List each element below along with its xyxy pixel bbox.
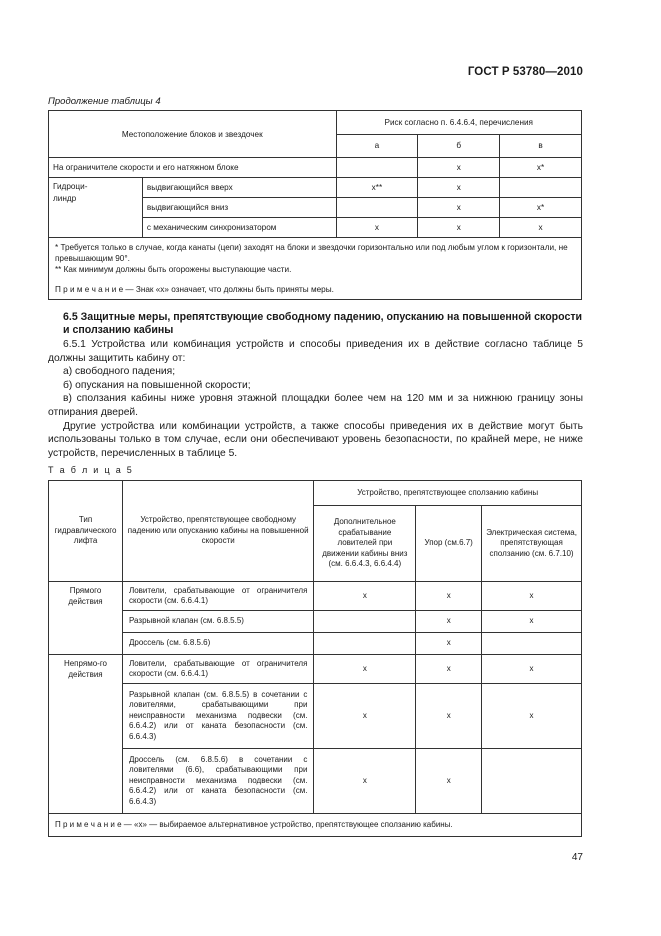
table4-footnote-1: * Требуется только в случае, когда канаты (цепи) заходят на блоки и звездочки горизонтально или под любым углом к горизонтали, не превышающим 90°. (55, 243, 568, 263)
table4-location: выдвигающийся вверх (142, 178, 336, 198)
table5-col-catchers: Дополнительное срабатывание ловителей при движении кабины вниз (см. 6.6.4.3, 6.6.4.4) (314, 506, 416, 582)
table-4 (48, 110, 582, 300)
table5-cell: x (482, 684, 582, 749)
standard-number: ГОСТ Р 53780—2010 (467, 66, 583, 78)
note-label: П р и м е ч а н и е (55, 285, 124, 294)
table5-cell: x (416, 633, 482, 655)
table5-group-indirect: Непрямо-го действия (49, 655, 123, 814)
list-item: в) сползания кабины ниже уровня этажной площадки более чем на 120 мм и за нижнюю границу зоны отпирания дверей. (48, 393, 583, 418)
table4-location: На ограничителе скорости и его натяжном блоке (49, 158, 337, 178)
paragraph: 6.5.1 Устройства или комбинация устройств и способы приведения их в действие согласно таблице 5 должны защитить кабину от: (48, 339, 583, 364)
table4-sub-v: в (500, 134, 582, 158)
table5-device: Дроссель (см. 6.8.5.6) (122, 633, 313, 655)
table-row (49, 655, 582, 684)
table4-cell (336, 158, 418, 178)
table5-device: Разрывной клапан (см. 6.8.5.5) (122, 611, 313, 633)
table4-cell: x (418, 178, 500, 198)
table5-group-direct: Прямого действия (49, 582, 123, 655)
table5-creep-header: Устройство, препятствующее сползанию кабины (314, 481, 582, 506)
table4-cell: x* (500, 198, 582, 218)
table5-cell: x (416, 749, 482, 814)
table5-col-stop: Упор (см.6.7) (416, 506, 482, 582)
table4-footnotes (49, 238, 582, 300)
table5-device: Ловители, срабатывающие от ограничителя скорости (см. 6.6.4.1) (122, 582, 313, 611)
table5-cell: x (416, 582, 482, 611)
table4-sub-b: б (418, 134, 500, 158)
table5-device: Ловители, срабатывающие от ограничителя скорости (см. 6.6.4.1) (122, 655, 313, 684)
table5-device: Разрывной клапан (см. 6.8.5.5) в сочетании с ловителями, срабатывающими при неисправности механизма подвески (см. 6.6.4.2) или от каната безопасности (см. 6.6.4.3) (122, 684, 313, 749)
table5-cell: x (314, 684, 416, 749)
table5-cell: x (482, 611, 582, 633)
paragraph: Другие устройства или комбинации устройств, а также способы приведения их в действие могут быть использованы только в том случае, если они обеспечивают уровень безопасности, по крайней мере, не ниже устройств, перечисленных в таблице 5. (48, 420, 583, 459)
table5-cell: x (416, 655, 482, 684)
list-item: б) опускания на повышенной скорости; (63, 379, 251, 391)
table4-risk-header: Риск согласно п. 6.4.6.4, перечисления (336, 111, 582, 135)
page-number: 47 (571, 852, 583, 863)
table4-cell (500, 178, 582, 198)
table5-note (49, 814, 582, 837)
table4-continuation-label: Продолжение таблицы 4 (48, 96, 161, 107)
table4-cell: x (500, 218, 582, 238)
table4-cell: x (336, 218, 418, 238)
table4-location: с механическим синхронизатором (142, 218, 336, 238)
table5-cell: x (314, 582, 416, 611)
table-row (49, 582, 582, 611)
table5-type-header: Тип гидравлического лифта (49, 481, 123, 582)
table5-cell (482, 749, 582, 814)
table5-cell (314, 611, 416, 633)
table4-note (55, 284, 575, 295)
table5-cell: x (416, 684, 482, 749)
table5-cell: x (416, 611, 482, 633)
table5-cell: x (482, 655, 582, 684)
table5-cell (482, 633, 582, 655)
table-5 (48, 480, 582, 837)
table-row (49, 749, 582, 814)
table4-cell: x* (500, 158, 582, 178)
table4-location-header: Местоположение блоков и звездочек (49, 111, 337, 158)
table5-cell (314, 633, 416, 655)
table-row (49, 633, 582, 655)
table-row (49, 158, 582, 178)
table4-group-hydraulic-cylinder: Гидроци- линдр (49, 178, 143, 238)
note-text: — Знак «x» означает, что должны быть приняты меры. (123, 285, 334, 294)
table5-device-header: Устройство, препятствующее свободному падению или опусканию кабины на повышенной скорости (122, 481, 313, 582)
table4-cell: x** (336, 178, 418, 198)
table4-cell (336, 198, 418, 218)
table-row (49, 611, 582, 633)
table4-cell: x (418, 198, 500, 218)
section-heading: 6.5 Защитные меры, препятствующие свободному падению, опусканию на повышенной скорости и сползанию кабины (63, 311, 583, 336)
table5-cell: x (314, 655, 416, 684)
table4-cell: x (418, 158, 500, 178)
table4-sub-a: а (336, 134, 418, 158)
table-row (49, 684, 582, 749)
table5-col-electric: Электрическая система, препятствующая сползанию (см. 6.7.10) (482, 506, 582, 582)
list-item: а) свободного падения; (63, 366, 176, 378)
table5-cell: x (482, 582, 582, 611)
note-text: — «x» — выбираемое альтернативное устройство, препятствующее сползанию кабины. (121, 819, 453, 829)
table4-footnote-2: ** Как минимум должны быть огорожены выступающие части. (55, 265, 292, 274)
table4-cell: x (418, 218, 500, 238)
table5-device: Дроссель (см. 6.8.5.6) в сочетании с ловителями (6.6), срабатывающими при неисправности механизма подвески (см. 6.6.4.2) или от каната безопасности (см. 6.6.4.3) (122, 749, 313, 814)
table4-location: выдвигающийся вниз (142, 198, 336, 218)
table5-cell: x (314, 749, 416, 814)
table-row (49, 178, 582, 198)
section-body (48, 338, 583, 460)
table5-label: Т а б л и ц а 5 (48, 465, 134, 475)
note-label: П р и м е ч а н и е (55, 819, 122, 829)
